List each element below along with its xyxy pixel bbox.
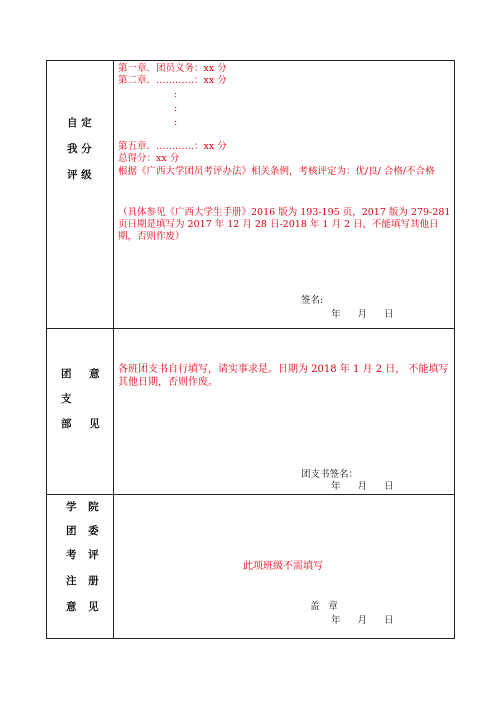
label-column-divider [113,61,114,638]
college-label-3: 考 评 [66,549,99,561]
chapter-1-score: 第一章．团员义务：xx 分 [118,63,227,74]
branch-date: 年 月 日 [331,481,394,492]
self-signature: 签名: [301,295,324,306]
college-label-1: 学 院 [66,501,99,513]
chapter-5-score: 第五章．…………：xx 分 [118,141,227,152]
evaluation-rule: 根据《广西大学团员考评办法》相关条例，考核评定为：优/良/ 合格/不合格 [118,166,435,177]
evaluation-form [46,60,455,639]
ellipsis-dot-2: : [174,103,178,114]
reference-note: （具体参见《广西大学生手册》2016 版为 193-195 页，2017 版为 279-281 页日期是填写为 2017 年 12 月 28 日-2018 年 1 月 2 日，不能填写其他日期，否则作废） [118,207,451,242]
self-label-1: 自 定 [67,117,92,129]
self-label-2: 我 分 [67,143,92,155]
self-label-3: 评 级 [67,169,92,181]
college-label-2: 团 委 [66,525,99,537]
branch-label-2: 支 [61,393,72,405]
self-date: 年 月 日 [331,309,394,320]
row-divider-1 [47,328,454,329]
chapter-2-score: 第二章．…………：xx 分 [118,75,227,86]
college-label-4: 注 册 [66,575,99,587]
total-score: 总得分：xx 分 [118,153,180,164]
college-date: 年 月 日 [331,615,394,626]
branch-label-3: 部 见 [61,418,100,430]
branch-label-1: 团 意 [61,368,100,380]
row-divider-2 [47,494,454,495]
college-label-5: 意 见 [66,601,99,613]
college-note: 此项班级不需填写 [243,561,323,572]
ellipsis-dot-1: : [174,89,178,100]
college-seal: 盖 章 [310,601,339,612]
ellipsis-dot-3: : [174,117,178,128]
branch-secretary-signature: 团支书签名： [301,469,359,480]
branch-instruction: 各班团支书自行填写，请实事求是。日期为 2018 年 1 月 2 日， 不能填写其他日期，否则作废。 [118,364,449,388]
